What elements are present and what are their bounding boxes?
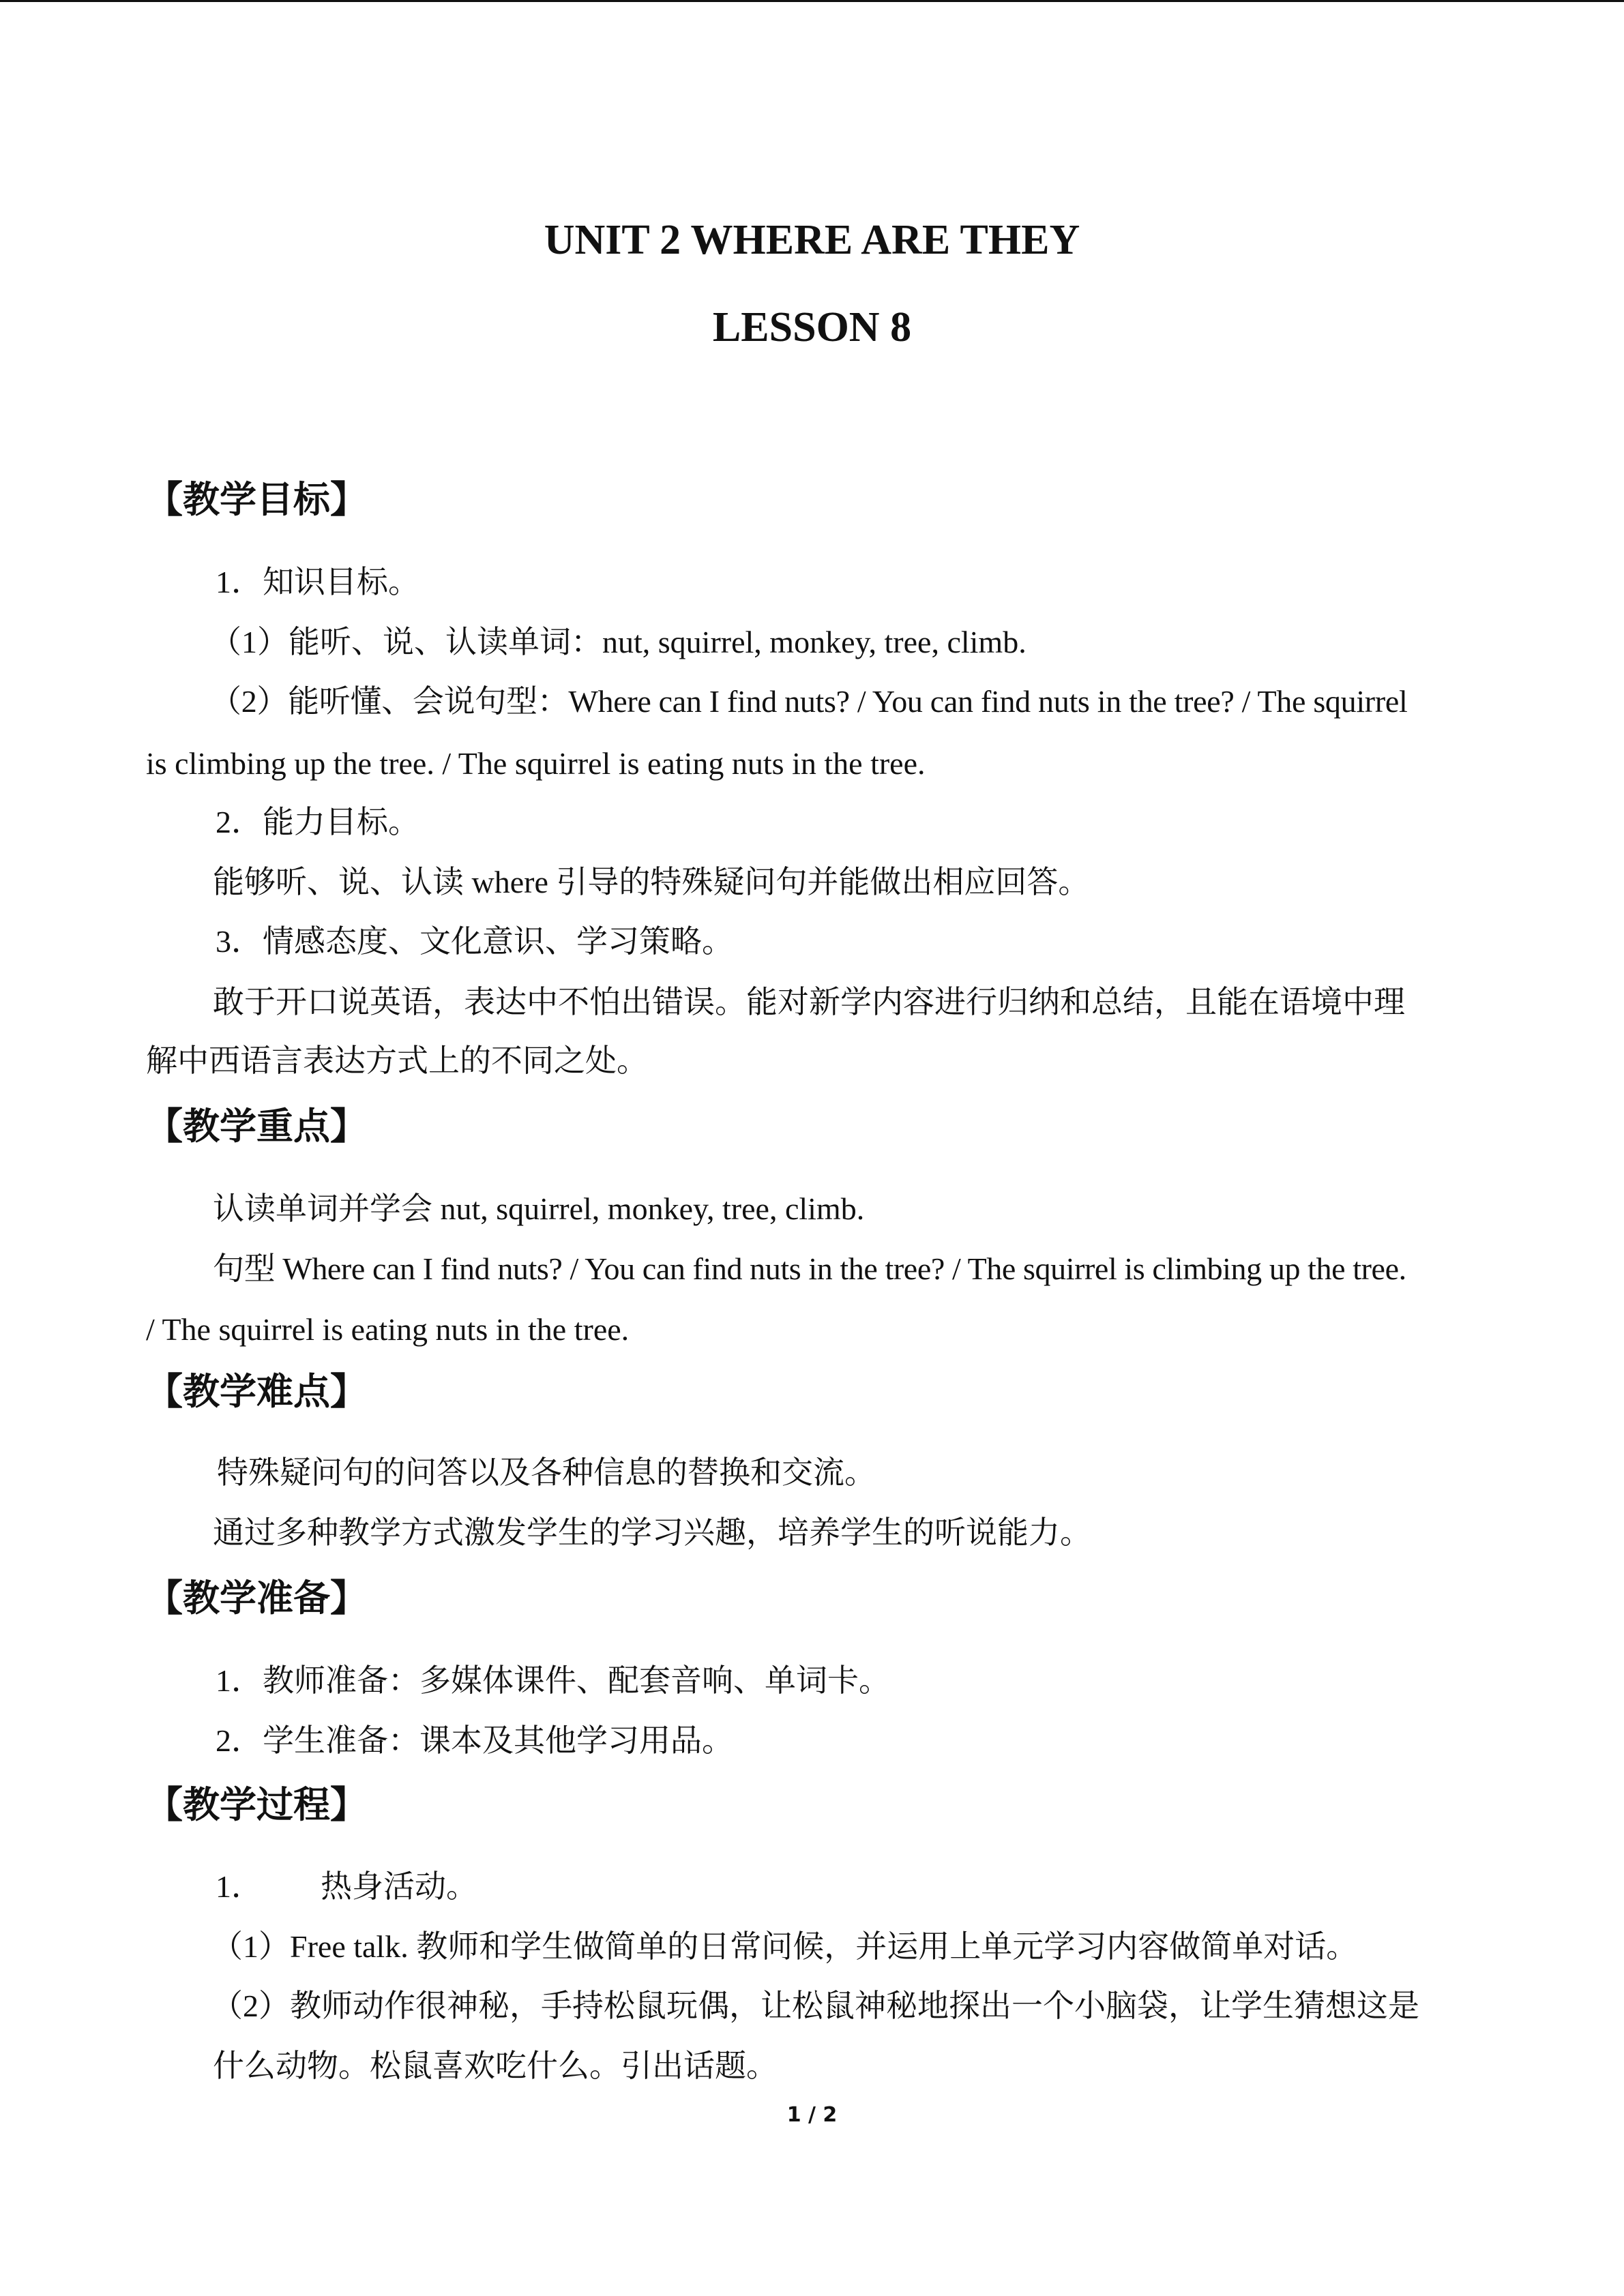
process-line: （2）教师动作很神秘，手持松鼠玩偶，让松鼠神秘地探出一个小脑袋，让学生猜想这是 <box>211 1988 1419 2023</box>
top-border-line <box>0 0 1624 2</box>
section-heading-key-points: 【教学重点】 <box>146 1106 367 1147</box>
difficulties-line: 特殊疑问句的问答以及各种信息的替换和交流。 <box>217 1455 876 1490</box>
process-item-text: 热身活动。 <box>321 1869 477 1904</box>
preparation-line: 1．教师准备：多媒体课件、配套音响、单词卡。 <box>216 1663 890 1698</box>
key-points-line: 句型 Where can I find nuts? / You can find nuts in the tree? / The squirrel is climbing up the tree. <box>213 1251 1406 1286</box>
process-line: （1）Free talk. 教师和学生做简单的日常问候，并运用上单元学习内容做简单对话。 <box>211 1929 1358 1964</box>
process-item-number: 1． <box>216 1869 263 1904</box>
page-number: 1 / 2 <box>786 2103 838 2127</box>
objectives-line: 解中西语言表达方式上的不同之处。 <box>146 1043 648 1078</box>
objectives-line: 敢于开口说英语，表达中不怕出错误。能对新学内容进行归纳和总结，且能在语境中理 <box>213 985 1405 1019</box>
preparation-line: 2．学生准备：课本及其他学习用品。 <box>216 1723 733 1758</box>
objectives-line: （2）能听懂、会说句型：Where can I find nuts? / You can find nuts in the tree? / The squirrel <box>210 684 1408 719</box>
objectives-line: 3．情感态度、文化意识、学习策略。 <box>216 924 733 959</box>
section-heading-difficulties: 【教学难点】 <box>146 1371 367 1412</box>
section-heading-preparation: 【教学准备】 <box>146 1578 367 1619</box>
objectives-line: is climbing up the tree. / The squirrel is eating nuts in the tree. <box>146 746 926 781</box>
objectives-line: （1）能听、说、认读单词：nut, squirrel, monkey, tree, climb. <box>210 625 1027 659</box>
objectives-line: 2．能力目标。 <box>216 805 419 839</box>
section-heading-process: 【教学过程】 <box>146 1785 367 1825</box>
key-points-line: 认读单词并学会 nut, squirrel, monkey, tree, climb. <box>213 1191 865 1226</box>
process-line: 什么动物。松鼠喜欢吃什么。引出话题。 <box>213 2048 778 2083</box>
lesson-subtitle: LESSON 8 <box>712 304 912 351</box>
objectives-line: 能够听、说、认读 where 引导的特殊疑问句并能做出相应回答。 <box>213 865 1090 899</box>
difficulties-line: 通过多种教学方式激发学生的学习兴趣，培养学生的听说能力。 <box>213 1515 1091 1550</box>
objectives-line: 1．知识目标。 <box>216 565 419 599</box>
document-title: UNIT 2 WHERE ARE THEY <box>544 217 1080 263</box>
key-points-line: / The squirrel is eating nuts in the tree. <box>146 1312 630 1347</box>
section-heading-objectives: 【教学目标】 <box>146 479 367 520</box>
